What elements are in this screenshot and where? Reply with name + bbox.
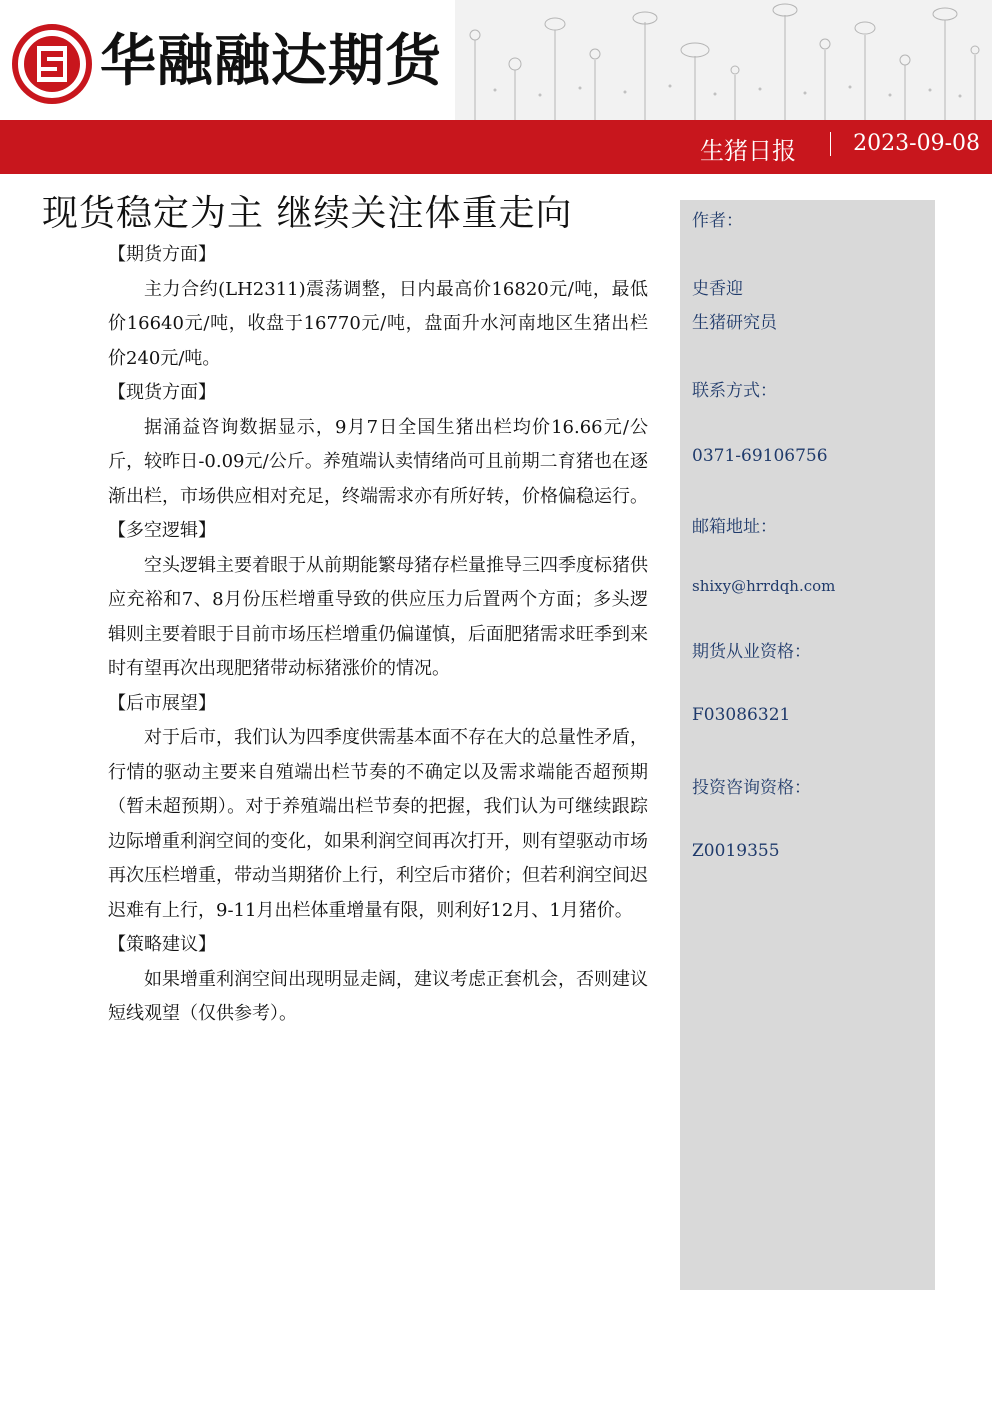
page-header [0,0,992,120]
section-paragraph: 主力合约(LH2311)震荡调整，日内最高价16820元/吨，最低价16640元/吨，收盘于16770元/吨，盘面升水河南地区生猪出栏价240元/吨。 [108,278,648,369]
email-label: 邮箱地址： [692,517,777,537]
report-type: 生猪日报 [700,137,796,165]
section-heading: 【现货方面】 [108,382,216,403]
report-banner [0,120,992,174]
section-heading: 【后市展望】 [108,692,216,714]
section-outlook [108,687,648,929]
section-paragraph: 空头逻辑主要着眼于从前期能繁母猪存栏量推导三四季度标猪供应充裕和7、8月份压栏增重导致的供应压力后置两个方面；多头逻辑则主要着眼于目前市场压栏增重仍偏谨慎，后面肥猪需求旺季到来时有望再次出现肥猪带动标猪涨价的情况。 [108,554,648,679]
advisory-cert-label: 投资咨询资格： [692,778,811,798]
article-body [108,238,648,1032]
advisory-cert-number: Z0019355 [692,841,780,861]
author-sidebar [680,200,935,1290]
header-decoration [455,0,992,120]
section-paragraph: 对于后市，我们认为四季度供需基本面不存在大的总量性矛盾，行情的驱动主要来自殖端出栏节奏的不确定以及需求端能否超预期（暂未超预期）。对于养殖端出栏节奏的把握，我们认为可继续跟踪边际增重利润空间的变化，如果利润空间再次打开，则有望驱动市场再次压栏增重，带动当期猪价上行，利空后市猪价；但若利润空间迟迟难有上行，9-11月出栏体重增量有限，则利好12月、1月猪价。 [108,727,648,921]
section-paragraph: 据涌益咨询数据显示，9月7日全国生猪出栏均价16.66元/公斤，较昨日-0.09元/公斤。养殖端认卖情绪尚可且前期二育猪也在逐渐出栏，市场供应相对充足，终端需求亦有所好转，价格偏稳运行。 [108,416,648,507]
email-address[interactable]: shixy@hrrdqh.com [692,577,836,595]
contact-label: 联系方式： [692,381,777,401]
section-paragraph: 如果增重利润空间出现明显走阔，建议考虑正套机会，否则建议短线观望（仅供参考）。 [108,968,648,1024]
section-heading: 【期货方面】 [108,244,216,265]
hrrd-logo-icon [12,24,92,104]
author-name: 史香迎 [692,279,743,299]
section-logic [108,514,648,687]
futures-cert-number: F03086321 [692,705,791,725]
report-date: 2023-09-08 [853,131,980,156]
section-strategy [108,928,648,1032]
phone-number: 0371-69106756 [692,446,828,466]
section-spot [108,376,648,514]
section-heading: 【多空逻辑】 [108,520,216,541]
author-role: 生猪研究员 [692,313,777,333]
section-futures [108,238,648,376]
banner-divider [830,132,831,156]
futures-cert-label: 期货从业资格： [692,642,811,662]
page-title: 现货稳定为主 继续关注体重走向 [42,193,573,234]
author-label: 作者： [692,211,743,231]
brand-name: 华融融达期货 [100,29,442,94]
section-heading: 【策略建议】 [108,934,216,955]
